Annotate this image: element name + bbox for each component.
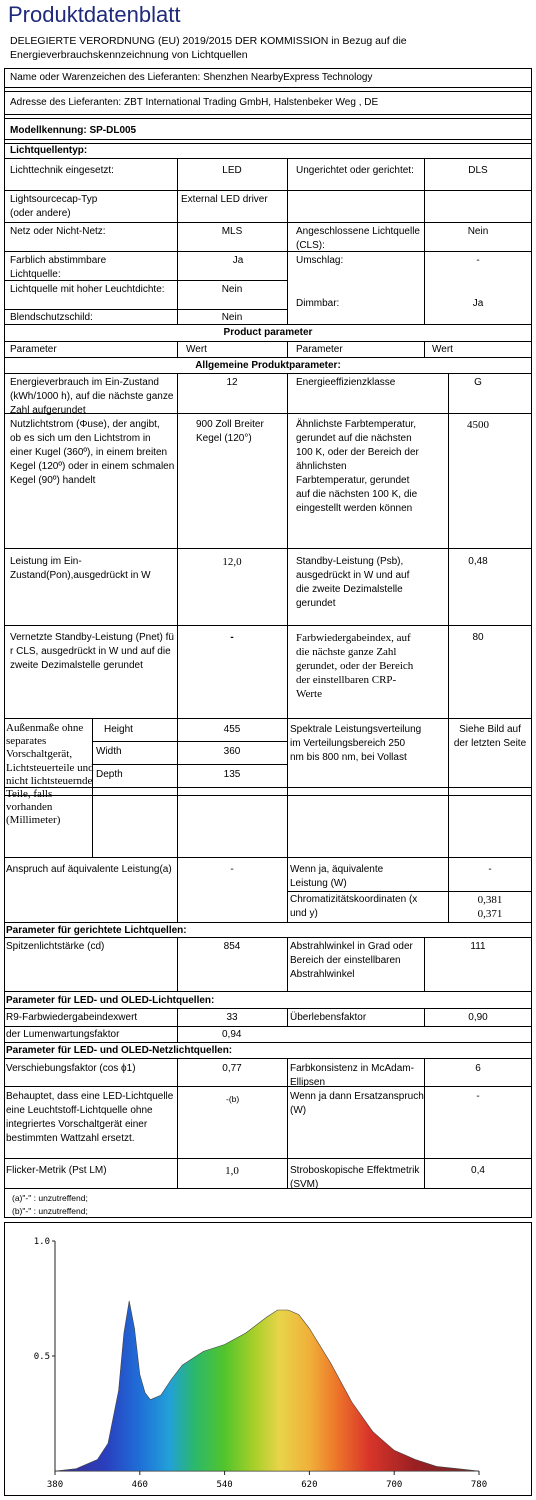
value-beam-angle: 111 [470,941,486,952]
y-tick-label: 1.0 [33,1237,50,1247]
label-height: Height [104,724,133,735]
y-tick-label: 0.5 [33,1352,50,1362]
footnote-a: (a)"-" : unzutreffend; [12,1193,88,1203]
label-energy-consumption: Energieverbrauch im Ein-Zustand (kWh/1000 h), auf die nächste ganze Zahl aufgerundet [10,377,174,416]
led-mains-heading: Parameter für LED- und OLED-Netzlichtquellen: [6,1045,233,1056]
label-spectral-distribution: Spektrale Leistungsverteilung im Verteilungsbereich 250 nm bis 800 nm, bei Vollast [290,724,422,763]
x-tick-label: 700 [386,1480,403,1490]
label-anti-glare: Blendschutzschild: [10,312,93,323]
value-tunable: Ja [232,255,244,266]
label-depth: Depth [96,769,123,780]
label-standby-power: Standby-Leistung (Psb), ausgedrückt in W und auf die zweite Dezimalstelle gerundet [296,556,410,609]
col-header-parameter-1: Parameter [10,344,57,355]
label-flicker-metric: Flicker-Metrik (Pst LM) [6,1165,107,1176]
label-cap-type: Lightsourcecap-Typ (oder andere) [10,194,98,219]
page-title: Produktdatenblatt [8,2,181,27]
label-cls: Angeschlossene Lichtquelle (CLS): [296,226,420,251]
value-survival-factor: 0,90 [468,1012,488,1023]
label-energy-class: Energieeffizienzklasse [296,377,396,388]
label-mains: Netz oder Nicht-Netz: [10,226,106,237]
col-header-value-1: Wert [186,344,207,355]
label-equivalent-power-claim: Anspruch auf äquivalente Leistung(a) [6,864,172,875]
value-anti-glare: Nein [221,312,243,323]
label-chromaticity: Chromatizitätskoordinaten (x und y) [290,894,418,919]
model-id: Modellkennung: SP-DL005 [10,125,137,136]
value-equivalent-power-claim: - [230,864,234,875]
spectrum-series-area [55,1301,479,1471]
value-cri: 80 [472,632,484,643]
value-replacement-claim: -(b) [226,1094,240,1104]
label-replacement-power: Wenn ja dann Ersatzanspruch (W) [290,1091,424,1116]
label-on-power: Leistung im Ein- Zustand(Pon),ausgedrückt in W [10,556,151,581]
label-high-luminance: Lichtquelle mit hoher Leuchtdichte: [10,284,165,295]
product-parameter-heading: Product parameter [223,327,313,338]
directed-heading: Parameter für gerichtete Lichtquellen: [6,925,187,936]
label-light-technology: Lichttechnik eingesetzt: [10,165,114,176]
value-cap-type: External LED driver [181,194,268,205]
value-r9: 33 [226,1012,238,1023]
value-dimmable: Ja [472,298,484,309]
col-header-value-2: Wert [432,344,453,355]
value-lumen-maintenance: 0,94 [222,1029,242,1040]
x-tick-label: 620 [301,1480,318,1490]
value-flicker-metric: 1,0 [225,1165,239,1177]
value-width: 360 [223,746,241,757]
value-depth: 135 [223,769,241,780]
value-useful-flux: 900 Zoll Breiter Kegel (120°) [196,419,264,444]
label-replacement-claim: Behauptet, dass eine LED-Lichtquelle eine Leuchtstoff-Lichtquelle ohne integriertes Vorschaltgerät einer bestimmten Wattzahl ersetzt. [6,1091,174,1144]
value-chromaticity: 0,381 0,371 [477,894,503,920]
value-cct: 4500 [467,419,489,431]
footnote-b: (b)"-" : unzutreffend; [12,1206,88,1216]
value-spectral-distribution: Siehe Bild auf der letzten Seite [453,724,527,749]
label-tunable: Farblich abstimmbare Lichtquelle: [10,255,107,280]
value-high-luminance: Nein [221,284,243,295]
value-envelope: - [476,255,480,266]
value-energy-consumption: 12 [226,377,238,388]
x-tick-label: 380 [46,1480,64,1490]
x-tick-label: 780 [470,1480,488,1490]
label-dimmable: Dimmbar: [296,298,340,309]
value-light-technology: LED [222,165,242,176]
value-on-power: 12,0 [222,556,242,568]
label-networked-standby: Vernetzte Standby-Leistung (Pnet) fü r CLS, ausgedrückt in W und auf die zweite Dezimalstelle gerundet [10,632,174,671]
label-stroboscopic: Stroboskopische Effektmetrik (SVM) [290,1165,420,1190]
x-tick-label: 460 [131,1480,148,1490]
label-peak-intensity: Spitzenlichtstärke (cd) [6,941,105,952]
supplier-name: Name oder Warenzeichen des Lieferanten: Shenzhen NearbyExpress Technology [10,72,373,83]
value-standby-power: 0,48 [468,556,488,567]
x-tick-label: 540 [216,1480,233,1490]
led-heading: Parameter für LED- und OLED-Lichtquellen: [6,995,215,1006]
value-height: 455 [223,724,241,735]
label-colour-consistency: Farbkonsistenz in McAdam- Ellipsen [290,1063,414,1088]
label-useful-flux: Nutzlichtstrom (Φuse), der angibt, ob es sich um den Lichtstrom in einer Kugel (360º), in einem breiten Kegel (120º) oder in einem schmalen Kegel (90º) handelt [10,419,175,486]
value-mains: MLS [221,226,243,237]
label-r9: R9-Farbwiedergabeindexwert [6,1012,138,1023]
label-cri: Farbwiedergabeindex, auf die nächste ganze Zahl gerundet, oder der Bereich der einstellbaren CRP- Werte [296,632,414,700]
value-replacement-power: - [476,1091,480,1102]
col-header-parameter-2: Parameter [296,344,343,355]
general-parameters-heading: Allgemeine Produktparameter: [195,360,341,371]
value-displacement-factor: 0,77 [222,1063,242,1074]
label-cct: Ähnlichste Farbtemperatur, gerundet auf die nächsten 100 K, oder der Bereich der ähnlichsten Farbtemperatur, gerundet auf die nächsten 100 K, die eingestellt werden können [296,419,419,514]
regulation-subtitle: DELEGIERTE VERORDNUNG (EU) 2019/2015 DER KOMMISSION in Bezug auf die Energieverbrauchskennzeichnung von Lichtquellen [10,35,407,61]
value-peak-intensity: 854 [223,941,241,952]
value-energy-class: G [474,377,482,388]
label-directional: Ungerichtet oder gerichtet: [296,165,414,176]
supplier-address: Adresse des Lieferanten: ZBT International Trading GmbH, Halstenbeker Weg , DE [10,97,379,108]
spectrum-plot [5,1223,531,1495]
value-networked-standby: - [230,632,234,643]
label-beam-angle: Abstrahlwinkel in Grad oder Bereich der einstellbaren Abstrahlwinkel [290,941,413,980]
value-colour-consistency: 6 [475,1063,481,1074]
label-dimensions: Außenmaße ohne separates Vorschaltgerät, Lichtsteuerteile und nicht lichtsteuernde Teile, falls vorhanden (Millimeter) [6,722,94,827]
value-directional: DLS [468,165,488,176]
label-width: Width [96,746,122,757]
value-cls: Nein [467,226,489,237]
label-displacement-factor: Verschiebungsfaktor (cos ϕ1) [6,1063,136,1074]
spectrum-chart [4,1222,532,1496]
value-stroboscopic: 0,4 [471,1165,485,1176]
label-lumen-maintenance: der Lumenwartungsfaktor [6,1029,120,1040]
label-survival-factor: Überlebensfaktor [290,1012,367,1023]
label-envelope: Umschlag: [296,255,344,266]
lightsource-type-heading: Lichtquellentyp: [10,145,88,156]
value-equivalent-power: - [488,864,492,875]
label-equivalent-power: Wenn ja, äquivalente Leistung (W) [290,864,384,889]
